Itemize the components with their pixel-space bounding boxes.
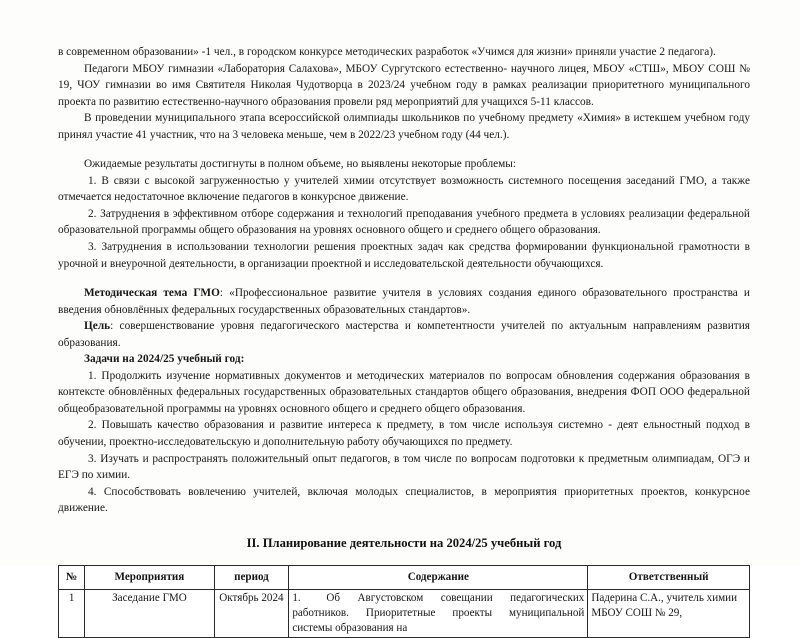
planning-table: [58, 565, 750, 638]
goal-paragraph: [58, 318, 750, 351]
paragraph-expected-results: Ожидаемые результаты достигнуты в полном объеме, но выявлены некоторые проблемы:: [84, 158, 517, 171]
spacer: [58, 552, 750, 565]
cell-content: [289, 589, 588, 638]
table-header-period: период: [214, 565, 289, 589]
paragraph-partner-schools: Педагоги МБОУ гимназии «Лаборатория Салахова», МБОУ Сургутского естественно- научного лицея, МБОУ «СТШ», МБОУ СОШ № 19, ЧОУ гимназии во имя Святителя Николая Чудотворца в 2023/24 учебном году в рамках реализации приоритетного муниципального проекта по развитию естественно-научного образования провели ряд мероприятий для учащихся 5-11 классов.: [58, 62, 750, 108]
goal-label: Цель: [84, 320, 111, 333]
table-header-row: [59, 565, 750, 589]
cell-event: Заседание ГМО: [85, 589, 214, 638]
table-row: [59, 589, 750, 638]
cell-content-text: Об Августовском совещании педагогических работников. Приоритетные проекты муниципальной системы образования на: [292, 591, 585, 635]
problem-item-3: 3. Затруднения в использовании технологии решения проектных задач как средства формировании функциональной грамотности в урочной и внеурочной деятельности, в организации проектной и исследовательской деятельности обучающихся.: [58, 241, 750, 270]
task-item-1: 1. Продолжить изучение нормативных документов и методических материалов по вопросам обновления содержания образования в контексте обновлённых федеральных государственных образовательных стандартов общего образования, внедрения ФОП ООО федеральной общеобразовательной программы на уровнях основного общего и среднего общего образования.: [58, 369, 750, 415]
document-body: [58, 44, 750, 638]
table-header-event: Мероприятия: [85, 565, 214, 589]
methodical-topic-text: : «Профессиональное развитие учителя в условиях создания единого образовательного пространства и введения обновлённых федеральных государственных образовательных стандартов».: [58, 287, 750, 316]
methodical-topic-label: Методическая тема ГМО: [84, 287, 220, 300]
cell-number: 1: [59, 589, 85, 638]
problem-item-2: 2. Затруднения в эффективном отборе содержания и технологий преподавания учебного предмета в условиях реализации федеральной образовательной программы общего образования на уровнях основного общего и среднего общего образования.: [58, 207, 750, 237]
section-heading-planning: II. Планирование деятельности на 2024/25 учебный год: [246, 535, 562, 550]
spacer: [58, 517, 750, 535]
paragraph-olympiad-stats: В проведении муниципального этапа всероссийской олимпиады школьников по учебному предмету «Химия» в истекшем учебном году принял участие 41 участник, что на 3 человека меньше, чем в 2022/23 учебном году (44 чел.).: [58, 112, 750, 141]
task-item-4: 4. Способствовать вовлечению учителей, включая молодых специалистов, в мероприятия приоритетных проектов, конкурсное движение.: [58, 485, 750, 515]
task-item-3: 3. Изучать и распространять положительный опыт педагогов, в том числе по вопросам подготовки к предметным олимпиадам, ОГЭ и ЕГЭ по химии.: [58, 452, 750, 482]
problem-item-1: 1. В связи с высокой загруженностью у учителей химии отсутствует возможность системного посещения заседаний ГМО, а также отмечается недостаточное включение педагогов в конкурсное движение.: [58, 174, 750, 204]
task-item-2: 2. Повышать качество образования и развитие интереса к предмету, в том числе используя системно - деят ельностный подход в обучении, проектно-исследовательскую и дополнительную работу обучающихся по предмету.: [58, 419, 750, 449]
cell-content-marker: 1.: [292, 591, 301, 604]
goal-text: : совершенствование уровня педагогического мастерства и компетентности учителей по актуальным направлениям развития образования.: [58, 320, 750, 349]
tasks-heading: Задачи на 2024/25 учебный год:: [84, 353, 245, 366]
methodical-topic: [58, 285, 750, 318]
spacer: [58, 143, 750, 156]
table-header-content: Содержание: [289, 565, 588, 589]
paragraph-continuation: в современном образовании» -1 чел., в городском конкурсе методических разработок «Учимся для жизни» приняли участие 2 педагога).: [58, 46, 716, 58]
table-header-responsible: Ответственный: [588, 565, 750, 589]
cell-responsible: Падерина С.А., учитель химии МБОУ СОШ № 29,: [588, 589, 750, 638]
spacer: [58, 272, 750, 285]
cell-period: Октябрь 2024: [214, 589, 289, 638]
table-header-number: №: [59, 565, 85, 589]
